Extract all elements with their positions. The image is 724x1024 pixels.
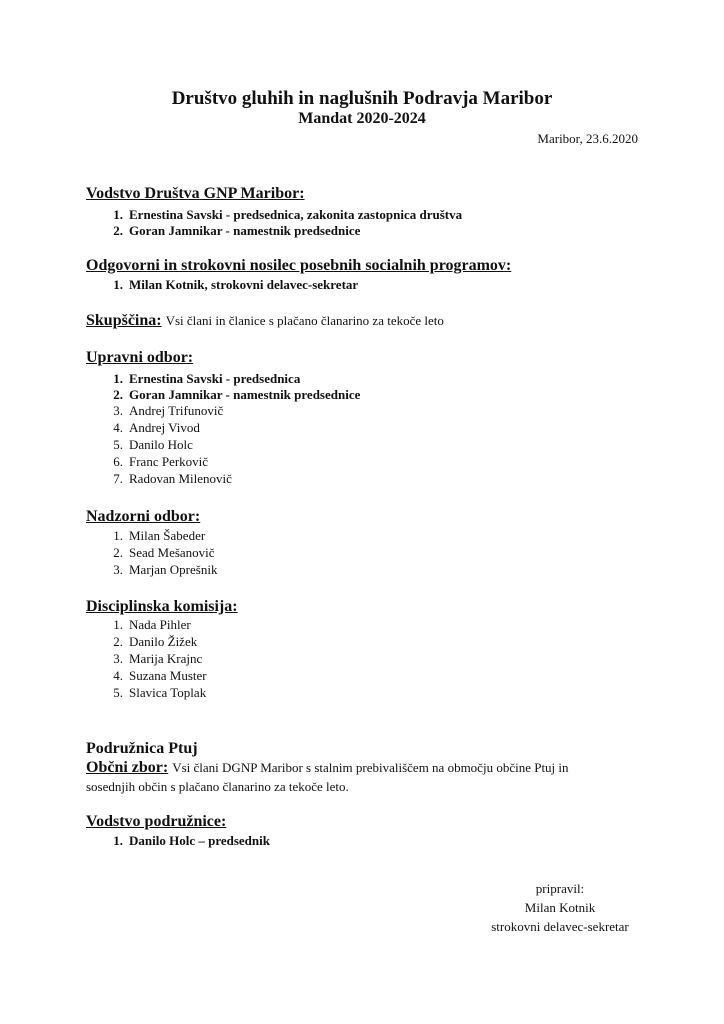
section-heading-podruznica: Podružnica Ptuj	[86, 740, 198, 757]
list-item: 3. Marjan Oprešnik	[113, 562, 218, 577]
list-item: 2. Goran Jamnikar - namestnik predsednice	[113, 387, 361, 402]
list-item: 1. Ernestina Savski - predsednica, zakonita zastopnica društva	[113, 207, 463, 222]
document-date: Maribor, 23.6.2020	[537, 131, 638, 146]
signature-label: pripravil:	[535, 881, 585, 896]
list-item: 2. Goran Jamnikar - namestnik predsednice	[113, 223, 361, 238]
list-item: 1. Nada Pihler	[113, 617, 191, 632]
obcni-zbor-text-2: sosednjih občin s plačano članarino za tekoče leto.	[86, 779, 349, 794]
list-item: 1. Milan Šabeder	[113, 528, 206, 543]
section-heading-vodstvo-podruznice: Vodstvo podružnice:	[86, 813, 227, 830]
list-item: 4. Andrej Vivod	[113, 420, 200, 435]
section-heading-odgovorni: Odgovorni in strokovni nosilec posebnih socialnih programov:	[86, 257, 512, 274]
document-subtitle: Mandat 2020-2024	[298, 110, 426, 127]
section-heading-nadzorni: Nadzorni odbor:	[86, 508, 201, 525]
signature-block	[470, 879, 650, 936]
document-title: Društvo gluhih in naglušnih Podravja Maribor	[171, 88, 553, 109]
section-skupscina	[86, 312, 444, 330]
signature-role: strokovni delavec-sekretar	[491, 919, 629, 934]
list-item: 2. Danilo Žižek	[113, 634, 198, 649]
list-item: 4. Suzana Muster	[113, 668, 207, 683]
list-item: 1. Danilo Holc – predsednik	[113, 833, 270, 848]
section-heading-vodstvo: Vodstvo Društva GNP Maribor:	[86, 185, 305, 202]
list-item: 3. Marija Krajnc	[113, 651, 203, 666]
section-heading-upravni: Upravni odbor:	[86, 349, 194, 366]
obcni-zbor-text-1: Vsi člani DGNP Maribor s stalnim prebivališčem na območju občine Ptuj in	[172, 760, 569, 775]
skupscina-text: Vsi člani in članice s plačano članarino za tekoče leto	[165, 313, 444, 328]
list-item: 7. Radovan Milenovič	[113, 471, 232, 486]
list-item: 1. Milan Kotnik, strokovni delavec-sekretar	[113, 277, 359, 292]
list-item: 3. Andrej Trifunovič	[113, 403, 224, 418]
list-item: 1. Ernestina Savski - predsednica	[113, 371, 301, 386]
obcni-zbor-line1	[86, 759, 569, 777]
list-item: 5. Slavica Toplak	[113, 685, 207, 700]
list-item: 5. Danilo Holc	[113, 437, 193, 452]
section-heading-obcni-zbor: Občni zbor:	[86, 759, 169, 776]
signature-name: Milan Kotnik	[524, 900, 596, 915]
section-heading-skupscina: Skupščina:	[86, 312, 162, 329]
list-item: 2. Sead Mešanovič	[113, 545, 215, 560]
section-heading-disciplinska: Disciplinska komisija:	[86, 598, 238, 615]
list-item: 6. Franc Perkovič	[113, 454, 209, 469]
